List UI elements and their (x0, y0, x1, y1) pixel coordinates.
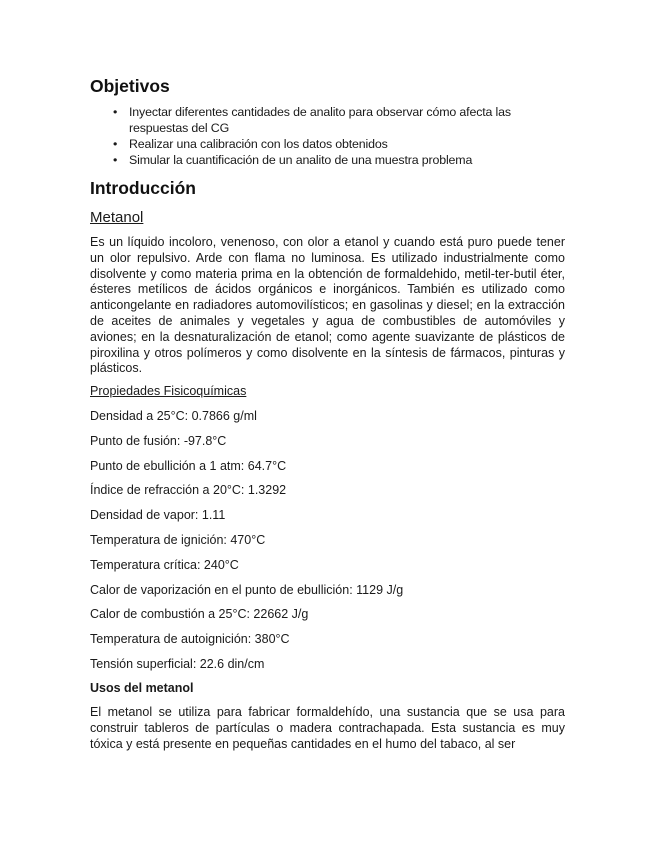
property-item: Índice de refracción a 20°C: 1.3292 (90, 483, 287, 498)
bullet-icon: • (113, 153, 118, 167)
objectives-heading: Objetivos (90, 76, 170, 96)
document-page (90, 75, 565, 752)
objective-text: Inyectar diferentes cantidades de analito para observar cómo afecta las respuestas del CG (129, 105, 511, 135)
objective-text: Simular la cuantificación de un analito de una muestra problema (129, 153, 473, 167)
properties-title: Propiedades Fisicoquímicas (90, 384, 247, 399)
property-item: Densidad a 25°C: 0.7866 g/ml (90, 408, 257, 423)
introduction-heading: Introducción (90, 178, 196, 198)
property-item: Calor de vaporización en el punto de ebullición: 1129 J/g (90, 582, 404, 597)
list-item (90, 104, 565, 136)
properties-list (90, 408, 565, 672)
bullet-icon: • (113, 105, 118, 119)
list-item (90, 136, 565, 152)
property-item: Temperatura de ignición: 470°C (90, 532, 266, 547)
property-item: Temperatura de autoignición: 380°C (90, 632, 290, 647)
objective-text: Realizar una calibración con los datos obtenidos (129, 137, 388, 151)
property-item: Densidad de vapor: 1.11 (90, 508, 226, 523)
property-item: Temperatura crítica: 240°C (90, 557, 239, 572)
property-item: Punto de ebullición a 1 atm: 64.7°C (90, 458, 287, 473)
property-item: Calor de combustión a 25°C: 22662 J/g (90, 607, 309, 622)
objectives-list (90, 104, 565, 168)
property-item: Punto de fusión: -97.8°C (90, 433, 227, 448)
metanol-subheading: Metanol (90, 209, 144, 226)
bullet-icon: • (113, 137, 118, 151)
uses-title: Usos del metanol (90, 680, 194, 695)
property-item: Tensión superficial: 22.6 din/cm (90, 656, 265, 671)
uses-paragraph: El metanol se utiliza para fabricar formaldehído, una sustancia que se usa para construir tableros de partículas o madera contrachapada. Esta sustancia es muy tóxica y está presente en pequeñas cantidades en el humo del tabaco, al ser (90, 704, 565, 751)
introduction-paragraph: Es un líquido incoloro, venenoso, con olor a etanol y cuando está puro puede tener un olor repulsivo. Arde con flama no luminosa. Es utilizado industrialmente como disolvente y como materia prima en la obtención de formaldehido, metil-ter-butil éter, ésteres metílicos de ácidos orgánicos e inorgánicos. También es utilizado como anticongelante en radiadores automovilísticos; en gasolinas y diesel; en la extracción de aceites de animales y vegetales y agua de combustibles de automóviles y aviones; en la desnaturalización de etanol; como agente suavizante de plásticos de piroxilina y otros polímeros y como disolvente en la síntesis de fármacos, pinturas y plásticos. (90, 235, 565, 376)
list-item (90, 152, 565, 168)
